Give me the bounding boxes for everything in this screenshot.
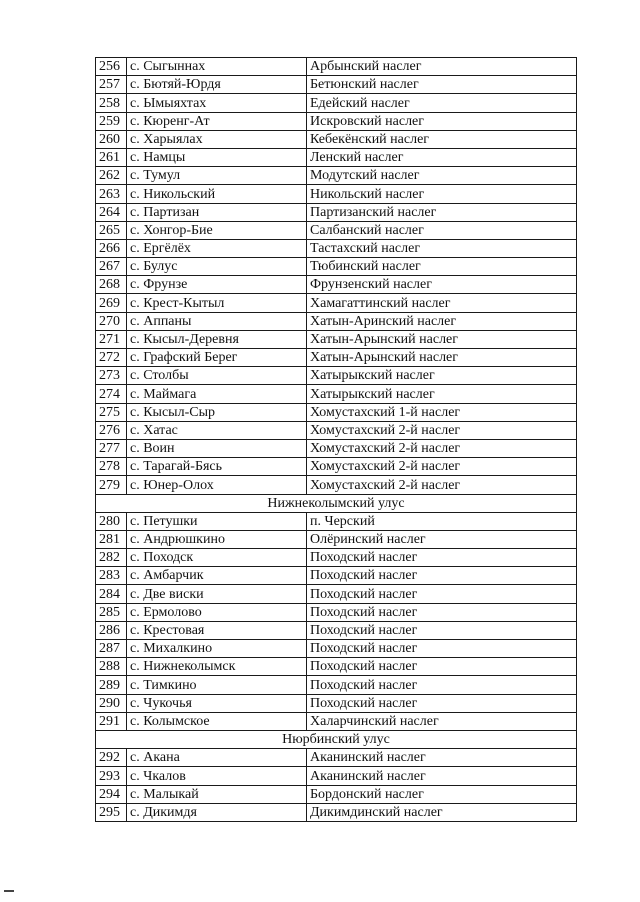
nasleg-name: Походский наслег bbox=[307, 621, 577, 639]
nasleg-name: Походский наслег bbox=[307, 603, 577, 621]
nasleg-name: Походский наслег bbox=[307, 585, 577, 603]
nasleg-name: Походский наслег bbox=[307, 676, 577, 694]
row-number: 274 bbox=[96, 385, 127, 403]
table-row bbox=[96, 148, 577, 166]
village-name: с. Хонгор-Бие bbox=[127, 221, 307, 239]
row-number: 268 bbox=[96, 276, 127, 294]
village-name: с. Крест-Кытыл bbox=[127, 294, 307, 312]
village-name: с. Тумул bbox=[127, 167, 307, 185]
nasleg-name: Кебекёнский наслег bbox=[307, 130, 577, 148]
nasleg-name: Походский наслег bbox=[307, 567, 577, 585]
table-row bbox=[96, 276, 577, 294]
table-row bbox=[96, 330, 577, 348]
table-row bbox=[96, 712, 577, 730]
section-title: Нижнеколымский улус bbox=[96, 494, 577, 512]
row-number: 261 bbox=[96, 148, 127, 166]
row-number: 267 bbox=[96, 258, 127, 276]
village-name: с. Кысыл-Сыр bbox=[127, 403, 307, 421]
table-row bbox=[96, 603, 577, 621]
row-number: 292 bbox=[96, 749, 127, 767]
nasleg-name: Никольский наслег bbox=[307, 185, 577, 203]
table-row bbox=[96, 640, 577, 658]
table-row bbox=[96, 94, 577, 112]
village-name: с. Крестовая bbox=[127, 621, 307, 639]
village-name: с. Маймага bbox=[127, 385, 307, 403]
row-number: 293 bbox=[96, 767, 127, 785]
nasleg-name: Походский наслег bbox=[307, 549, 577, 567]
row-number: 260 bbox=[96, 130, 127, 148]
village-name: с. Тарагай-Бясь bbox=[127, 458, 307, 476]
table-row bbox=[96, 676, 577, 694]
village-name: с. Ермолово bbox=[127, 603, 307, 621]
table-row bbox=[96, 58, 577, 76]
table-row bbox=[96, 421, 577, 439]
table-row bbox=[96, 476, 577, 494]
nasleg-name: Халарчинский наслег bbox=[307, 712, 577, 730]
village-name: с. Андрюшкино bbox=[127, 530, 307, 548]
row-number: 279 bbox=[96, 476, 127, 494]
row-number: 275 bbox=[96, 403, 127, 421]
village-name: с. Намцы bbox=[127, 148, 307, 166]
nasleg-name: Аканинский наслег bbox=[307, 749, 577, 767]
settlements-table bbox=[95, 57, 577, 822]
village-name: с. Дикимдя bbox=[127, 803, 307, 821]
section-header-row bbox=[96, 494, 577, 512]
nasleg-name: Хамагаттинский наслег bbox=[307, 294, 577, 312]
nasleg-name: Олёринский наслег bbox=[307, 530, 577, 548]
village-name: с. Партизан bbox=[127, 203, 307, 221]
nasleg-name: Тастахский наслег bbox=[307, 239, 577, 257]
village-name: с. Две виски bbox=[127, 585, 307, 603]
row-number: 283 bbox=[96, 567, 127, 585]
nasleg-name: Хатын-Арынский наслег bbox=[307, 349, 577, 367]
row-number: 256 bbox=[96, 58, 127, 76]
row-number: 290 bbox=[96, 694, 127, 712]
nasleg-name: Походский наслег bbox=[307, 658, 577, 676]
table-row bbox=[96, 767, 577, 785]
table-row bbox=[96, 694, 577, 712]
village-name: с. Бютяй-Юрдя bbox=[127, 76, 307, 94]
nasleg-name: Хатырыкский наслег bbox=[307, 385, 577, 403]
nasleg-name: Аканинский наслег bbox=[307, 767, 577, 785]
section-title: Нюрбинский улус bbox=[96, 730, 577, 748]
village-name: с. Походск bbox=[127, 549, 307, 567]
nasleg-name: п. Черский bbox=[307, 512, 577, 530]
table-row bbox=[96, 349, 577, 367]
row-number: 291 bbox=[96, 712, 127, 730]
nasleg-name: Хомустахский 1-й наслег bbox=[307, 403, 577, 421]
nasleg-name: Хатын-Арынский наслег bbox=[307, 330, 577, 348]
village-name: с. Воин bbox=[127, 439, 307, 457]
row-number: 273 bbox=[96, 367, 127, 385]
village-name: с. Графский Берег bbox=[127, 349, 307, 367]
table-row bbox=[96, 512, 577, 530]
village-name: с. Чкалов bbox=[127, 767, 307, 785]
table-row bbox=[96, 167, 577, 185]
table-row bbox=[96, 567, 577, 585]
row-number: 264 bbox=[96, 203, 127, 221]
nasleg-name: Едейский наслег bbox=[307, 94, 577, 112]
village-name: с. Петушки bbox=[127, 512, 307, 530]
nasleg-name: Партизанский наслег bbox=[307, 203, 577, 221]
table-row bbox=[96, 385, 577, 403]
table-row bbox=[96, 294, 577, 312]
table-row bbox=[96, 439, 577, 457]
row-number: 258 bbox=[96, 94, 127, 112]
nasleg-name: Искровский наслег bbox=[307, 112, 577, 130]
table-row bbox=[96, 112, 577, 130]
nasleg-name: Хомустахский 2-й наслег bbox=[307, 439, 577, 457]
table-row bbox=[96, 785, 577, 803]
village-name: с. Ымыяхтах bbox=[127, 94, 307, 112]
table-row bbox=[96, 221, 577, 239]
village-name: с. Михалкино bbox=[127, 640, 307, 658]
table-row bbox=[96, 658, 577, 676]
table-row bbox=[96, 76, 577, 94]
settlements-table-body bbox=[96, 58, 577, 822]
village-name: с. Харыялах bbox=[127, 130, 307, 148]
table-row bbox=[96, 458, 577, 476]
nasleg-name: Походский наслег bbox=[307, 640, 577, 658]
row-number: 286 bbox=[96, 621, 127, 639]
row-number: 270 bbox=[96, 312, 127, 330]
table-row bbox=[96, 403, 577, 421]
village-name: с. Колымское bbox=[127, 712, 307, 730]
table-row bbox=[96, 530, 577, 548]
nasleg-name: Хомустахский 2-й наслег bbox=[307, 421, 577, 439]
village-name: с. Амбарчик bbox=[127, 567, 307, 585]
table-row bbox=[96, 749, 577, 767]
row-number: 284 bbox=[96, 585, 127, 603]
village-name: с. Никольский bbox=[127, 185, 307, 203]
table-row bbox=[96, 239, 577, 257]
nasleg-name: Тюбинский наслег bbox=[307, 258, 577, 276]
nasleg-name: Бетюнский наслег bbox=[307, 76, 577, 94]
table-row bbox=[96, 203, 577, 221]
row-number: 257 bbox=[96, 76, 127, 94]
nasleg-name: Салбанский наслег bbox=[307, 221, 577, 239]
table-row bbox=[96, 621, 577, 639]
row-number: 294 bbox=[96, 785, 127, 803]
scan-corner-mark bbox=[4, 890, 14, 892]
row-number: 295 bbox=[96, 803, 127, 821]
table-row bbox=[96, 367, 577, 385]
row-number: 289 bbox=[96, 676, 127, 694]
village-name: с. Кысыл-Деревня bbox=[127, 330, 307, 348]
village-name: с. Хатас bbox=[127, 421, 307, 439]
village-name: с. Чукочья bbox=[127, 694, 307, 712]
row-number: 266 bbox=[96, 239, 127, 257]
village-name: с. Кюренг-Ат bbox=[127, 112, 307, 130]
row-number: 281 bbox=[96, 530, 127, 548]
row-number: 271 bbox=[96, 330, 127, 348]
row-number: 285 bbox=[96, 603, 127, 621]
nasleg-name: Походский наслег bbox=[307, 694, 577, 712]
nasleg-name: Дикимдинский наслег bbox=[307, 803, 577, 821]
nasleg-name: Хомустахский 2-й наслег bbox=[307, 458, 577, 476]
nasleg-name: Модутский наслег bbox=[307, 167, 577, 185]
row-number: 278 bbox=[96, 458, 127, 476]
nasleg-name: Хатырыкский наслег bbox=[307, 367, 577, 385]
row-number: 269 bbox=[96, 294, 127, 312]
row-number: 265 bbox=[96, 221, 127, 239]
village-name: с. Ергёлёх bbox=[127, 239, 307, 257]
village-name: с. Тимкино bbox=[127, 676, 307, 694]
table-row bbox=[96, 549, 577, 567]
table-row bbox=[96, 130, 577, 148]
village-name: с. Столбы bbox=[127, 367, 307, 385]
section-header-row bbox=[96, 730, 577, 748]
row-number: 263 bbox=[96, 185, 127, 203]
row-number: 277 bbox=[96, 439, 127, 457]
village-name: с. Булус bbox=[127, 258, 307, 276]
table-row bbox=[96, 312, 577, 330]
row-number: 282 bbox=[96, 549, 127, 567]
village-name: с. Сыгыннах bbox=[127, 58, 307, 76]
village-name: с. Юнер-Олох bbox=[127, 476, 307, 494]
row-number: 262 bbox=[96, 167, 127, 185]
village-name: с. Аппаны bbox=[127, 312, 307, 330]
row-number: 259 bbox=[96, 112, 127, 130]
nasleg-name: Ленский наслег bbox=[307, 148, 577, 166]
table-row bbox=[96, 258, 577, 276]
nasleg-name: Арбынский наслег bbox=[307, 58, 577, 76]
village-name: с. Акана bbox=[127, 749, 307, 767]
nasleg-name: Фрунзенский наслег bbox=[307, 276, 577, 294]
village-name: с. Фрунзе bbox=[127, 276, 307, 294]
row-number: 288 bbox=[96, 658, 127, 676]
row-number: 287 bbox=[96, 640, 127, 658]
row-number: 276 bbox=[96, 421, 127, 439]
table-row bbox=[96, 585, 577, 603]
nasleg-name: Бордонский наслег bbox=[307, 785, 577, 803]
table-row bbox=[96, 803, 577, 821]
row-number: 272 bbox=[96, 349, 127, 367]
village-name: с. Малыкай bbox=[127, 785, 307, 803]
village-name: с. Нижнеколымск bbox=[127, 658, 307, 676]
nasleg-name: Хомустахский 2-й наслег bbox=[307, 476, 577, 494]
table-row bbox=[96, 185, 577, 203]
row-number: 280 bbox=[96, 512, 127, 530]
nasleg-name: Хатын-Аринский наслег bbox=[307, 312, 577, 330]
